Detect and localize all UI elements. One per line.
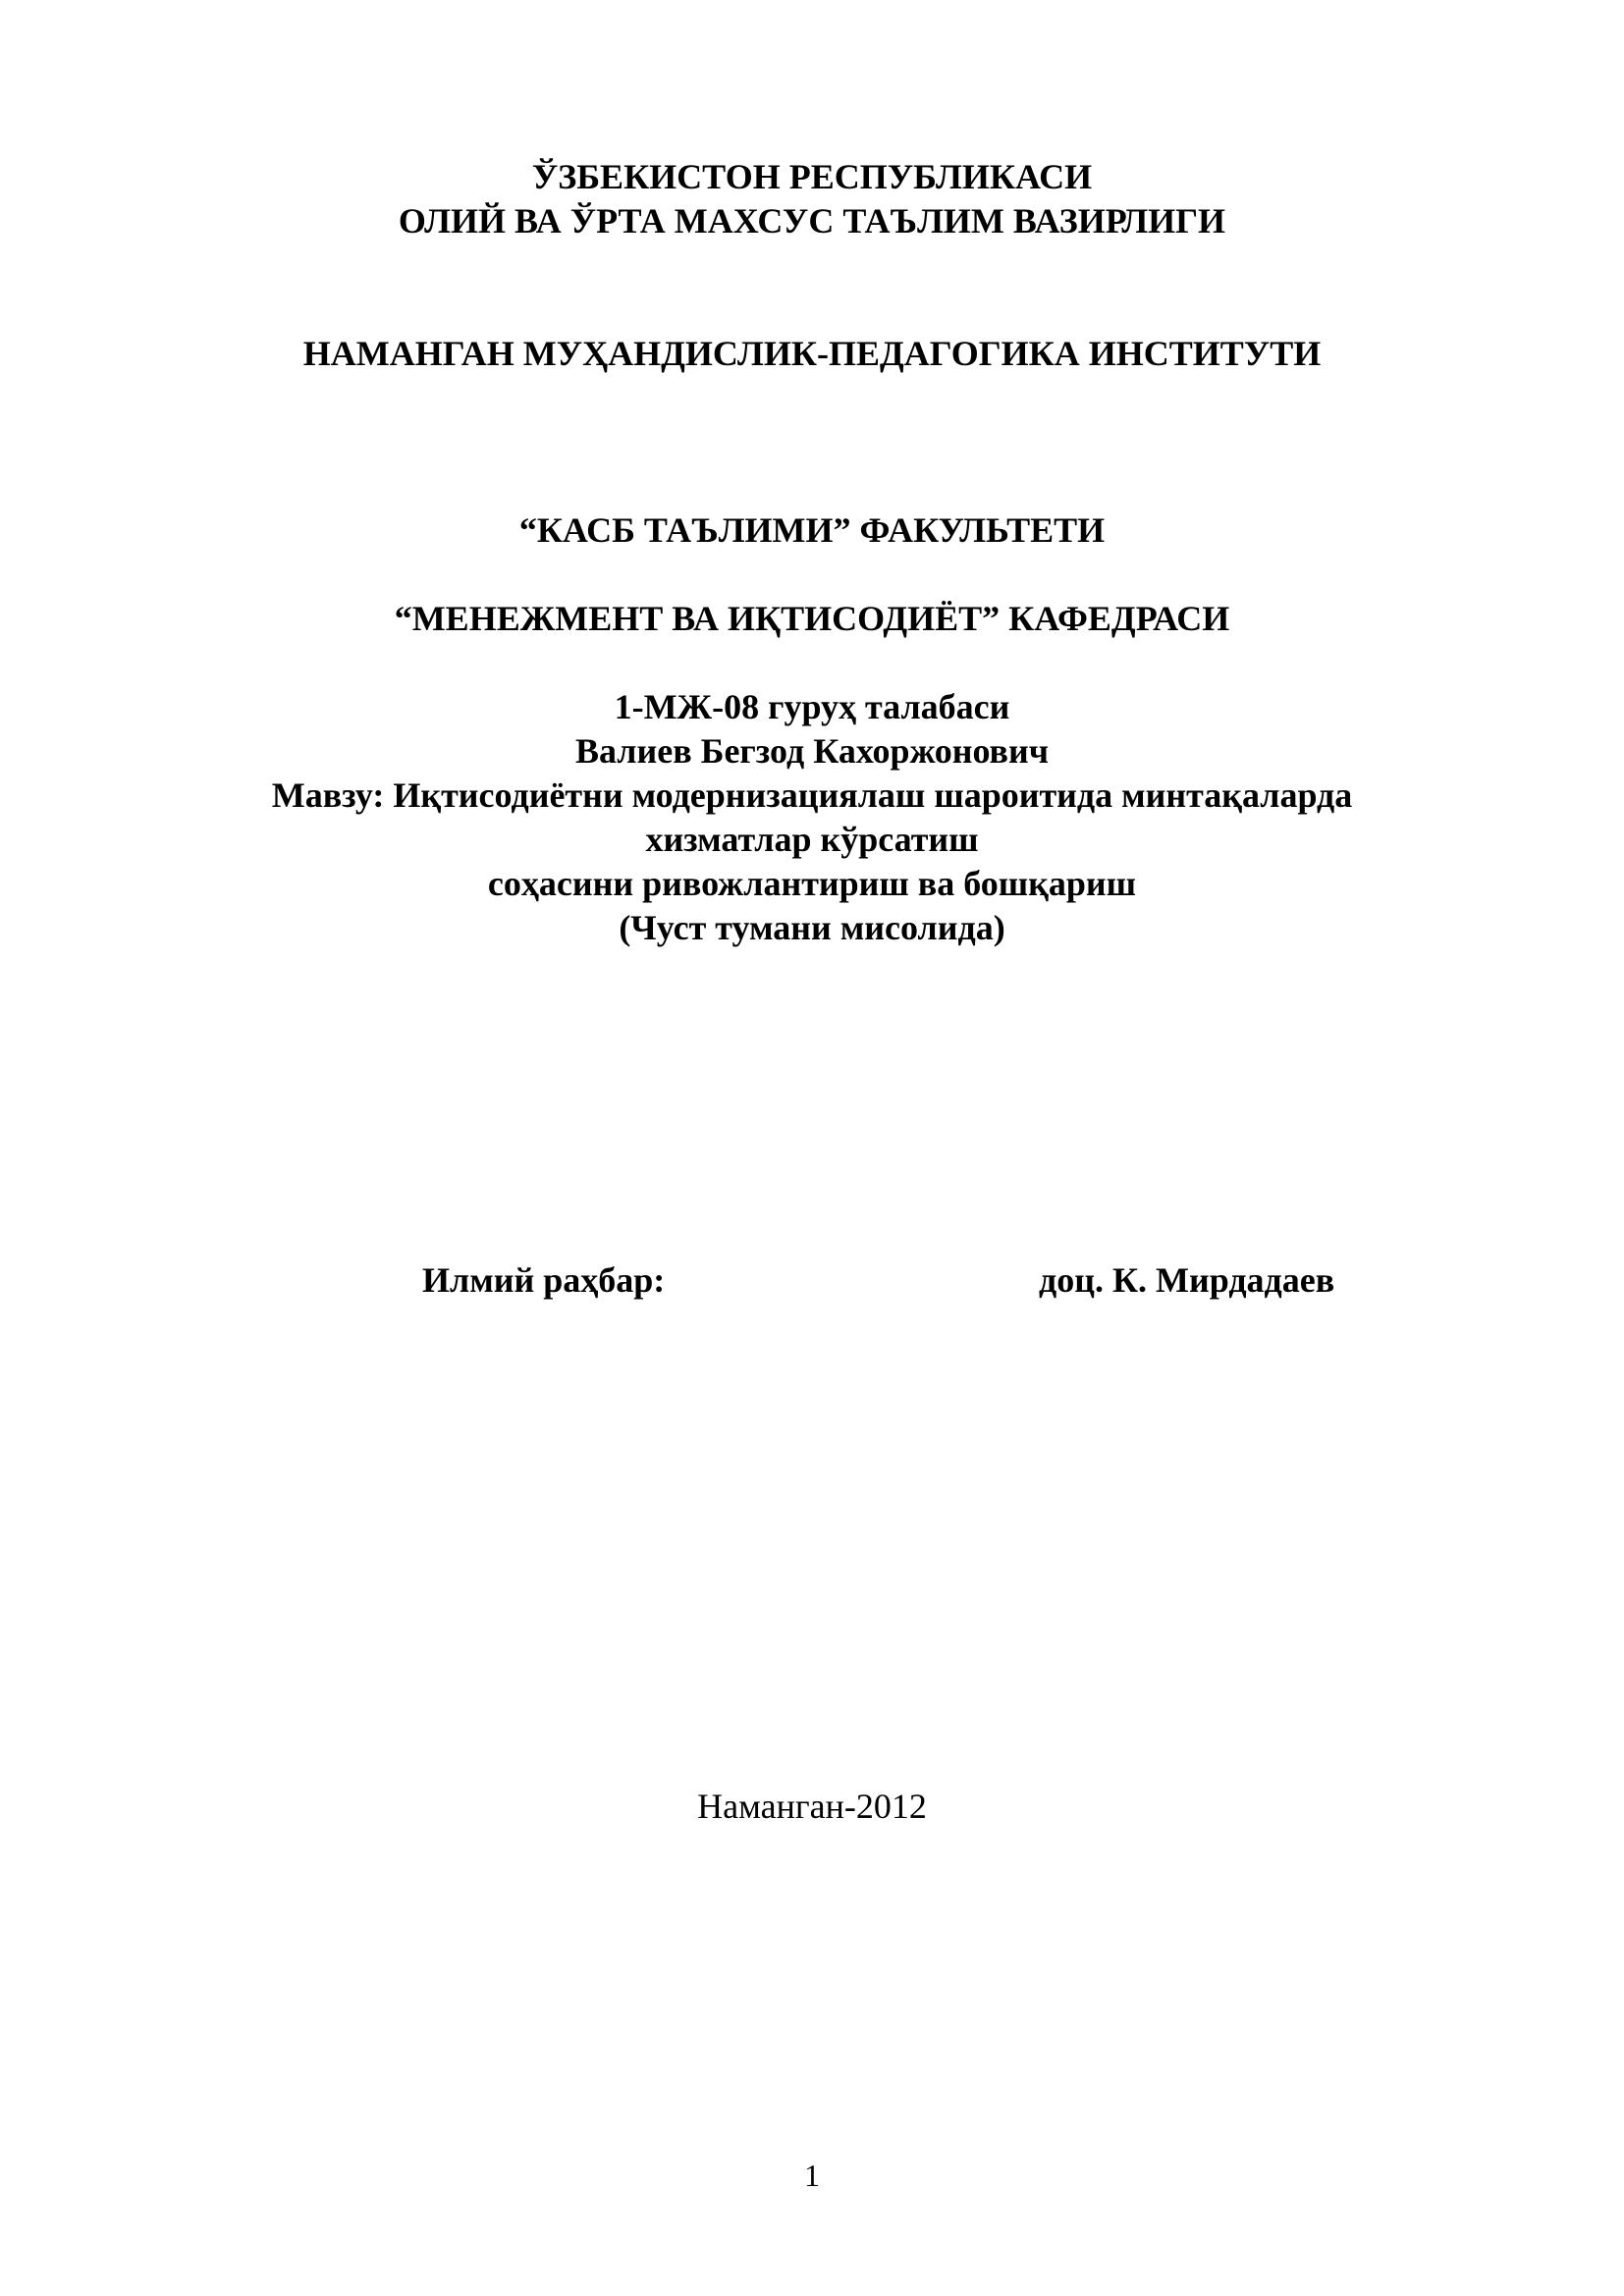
institute-heading: НАМАНГАН МУҲАНДИСЛИК-ПЕДАГОГИКА ИНСТИТУТИ xyxy=(302,334,1322,373)
ministry-heading: ОЛИЙ ВА ЎРТА МАХСУС ТАЪЛИМ ВАЗИРЛИГИ xyxy=(398,201,1226,240)
topic-line-1: Мавзу: Иқтисодиётни модернизациялаш шароитида минтақаларда xyxy=(271,775,1353,815)
department-heading: “МЕНЕЖМЕНТ ВА ИҚТИСОДИЁТ” КАФЕДРАСИ xyxy=(394,599,1230,638)
topic-line-2: хизматлар кўрсатиш xyxy=(645,820,979,859)
faculty-heading: “КАСБ ТАЪЛИМИ” ФАКУЛЬТЕТИ xyxy=(518,510,1106,550)
student-group: 1-МЖ-08 гуруҳ талабаси xyxy=(614,687,1010,726)
student-name: Валиев Бегзод Кахоржонович xyxy=(574,731,1050,771)
advisor-name: доц. К. Мирдадаев xyxy=(1039,1260,1335,1300)
country-heading: ЎЗБЕКИСТОН РЕСПУБЛИКАСИ xyxy=(531,157,1093,196)
topic-line-4: (Чуст тумани мисолида) xyxy=(619,908,1005,947)
student-info xyxy=(0,685,1624,950)
city-year: Наманган-2012 xyxy=(697,1787,927,1826)
advisor-label: Илмий раҳбар: xyxy=(422,1260,666,1300)
topic-line-3: соҳасини ривожлантириш ва бошқариш xyxy=(487,864,1137,903)
page-number: 1 xyxy=(804,2158,820,2193)
